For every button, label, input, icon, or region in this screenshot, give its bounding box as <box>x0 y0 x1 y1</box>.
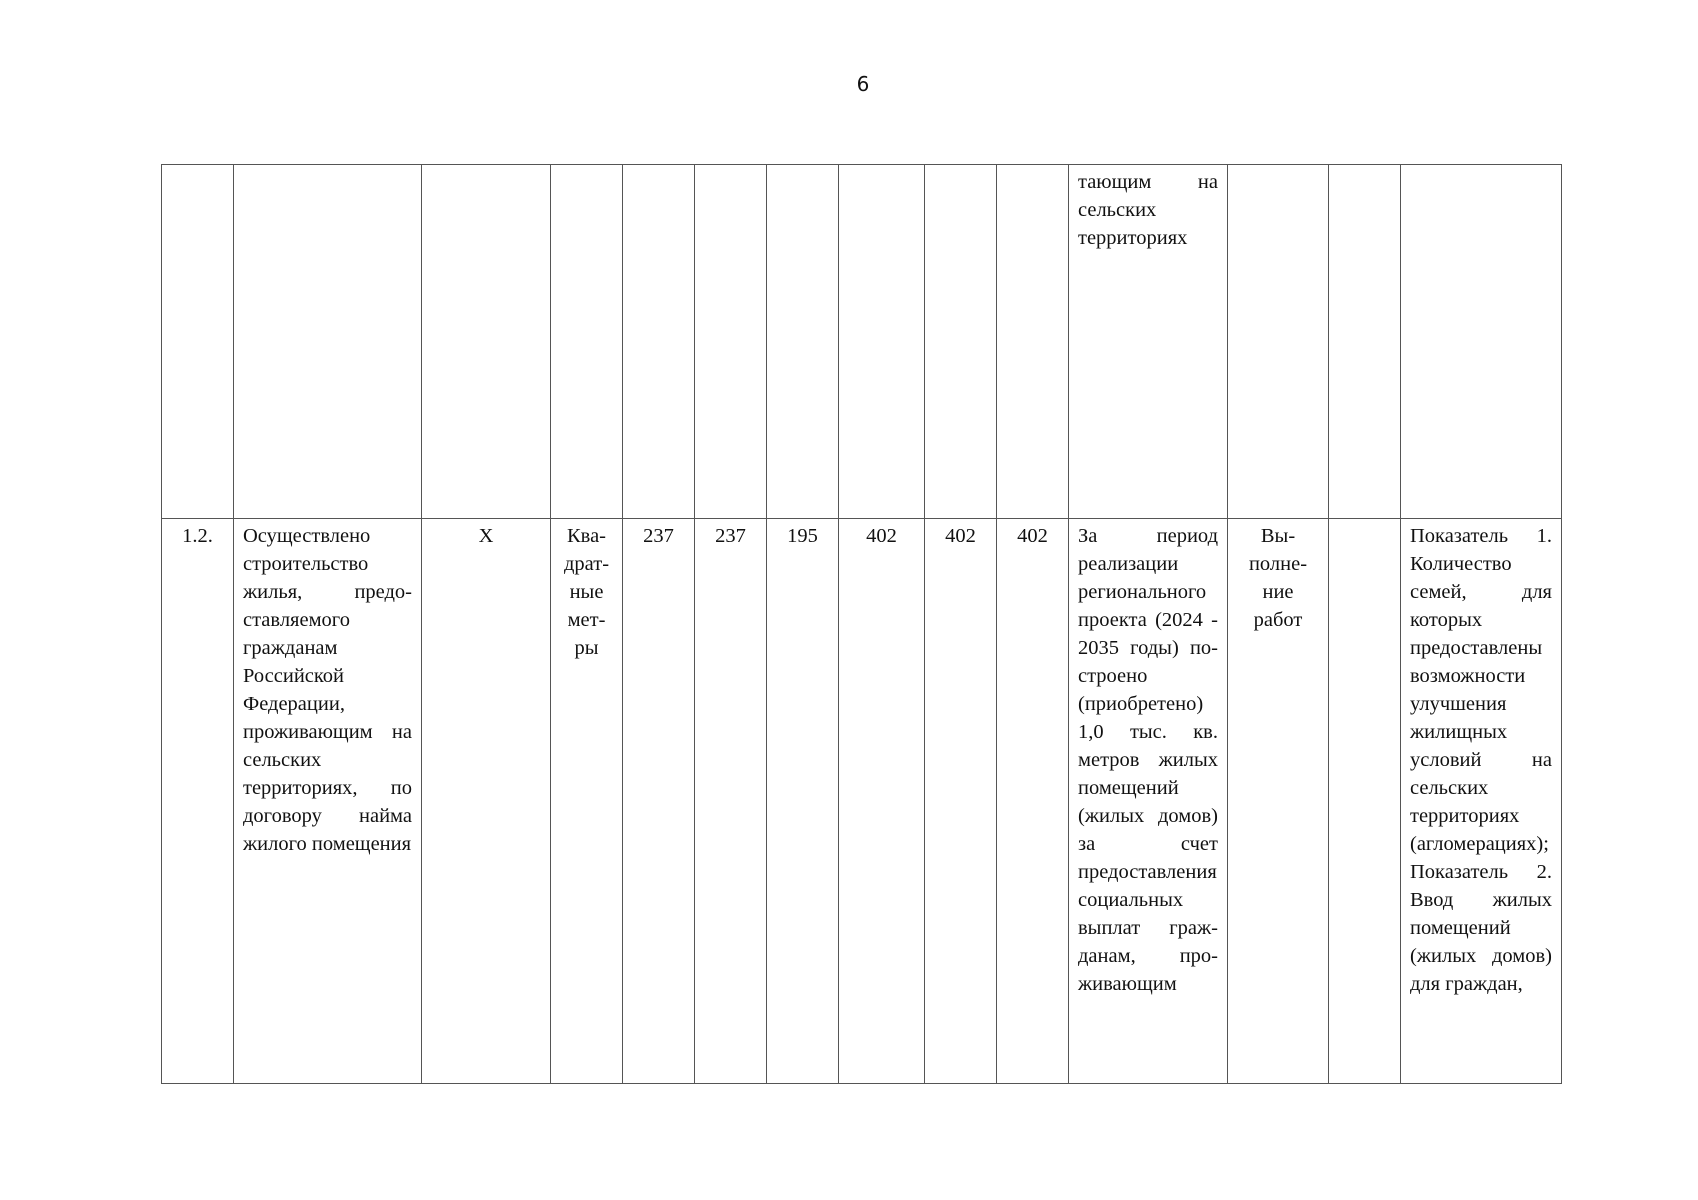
table-cell <box>925 165 997 519</box>
table-cell <box>422 165 551 519</box>
unit-cell: Квадратные метры <box>551 519 623 1084</box>
result-name: Осуществлено строительство жилья, предоставляемого гражданам Российской Федерации, проживающим на сельских территориях, по договору найма жилого помещения <box>234 519 422 1084</box>
table-cell-characteristic-continuation: тающим на сельских территориях <box>1069 165 1228 519</box>
table-cell <box>1329 165 1401 519</box>
value-cell: 195 <box>767 519 839 1084</box>
table-cell <box>767 165 839 519</box>
page-number: 6 <box>856 72 870 96</box>
table-cell <box>1228 165 1329 519</box>
characteristic-cell: За период реализации регионального проекта (2024 - 2035 годы) построено (приобретено) 1,0 тыс. кв. метров жилых помещений (жилых домов) за счет предоставления социальных выплат гражданам, проживающим <box>1069 519 1228 1084</box>
table-cell <box>551 165 623 519</box>
table-cell <box>1401 165 1562 519</box>
value-cell: 237 <box>623 519 695 1084</box>
value-cell: 402 <box>839 519 925 1084</box>
type-cell: Выполнение работ <box>1228 519 1329 1084</box>
table-cell <box>623 165 695 519</box>
table-row-continuation <box>162 165 1562 519</box>
value-cell: 237 <box>695 519 767 1084</box>
empty-cell <box>1329 519 1401 1084</box>
value-cell: 402 <box>997 519 1069 1084</box>
table-cell <box>839 165 925 519</box>
indicators-cell: Показатель 1. Количество семей, для которых предоставлены возможности улучшения жилищных условий на сельских территориях (агломерациях); Показатель 2. Ввод жилых помещений (жилых домов) для граждан, <box>1401 519 1562 1084</box>
table-row-1-2 <box>162 519 1562 1084</box>
mark-cell: X <box>422 519 551 1084</box>
table-cell <box>695 165 767 519</box>
table-cell <box>162 165 234 519</box>
value-cell: 402 <box>925 519 997 1084</box>
table-cell <box>997 165 1069 519</box>
table-cell <box>234 165 422 519</box>
row-number: 1.2. <box>162 519 234 1084</box>
project-results-table <box>161 164 1562 1084</box>
